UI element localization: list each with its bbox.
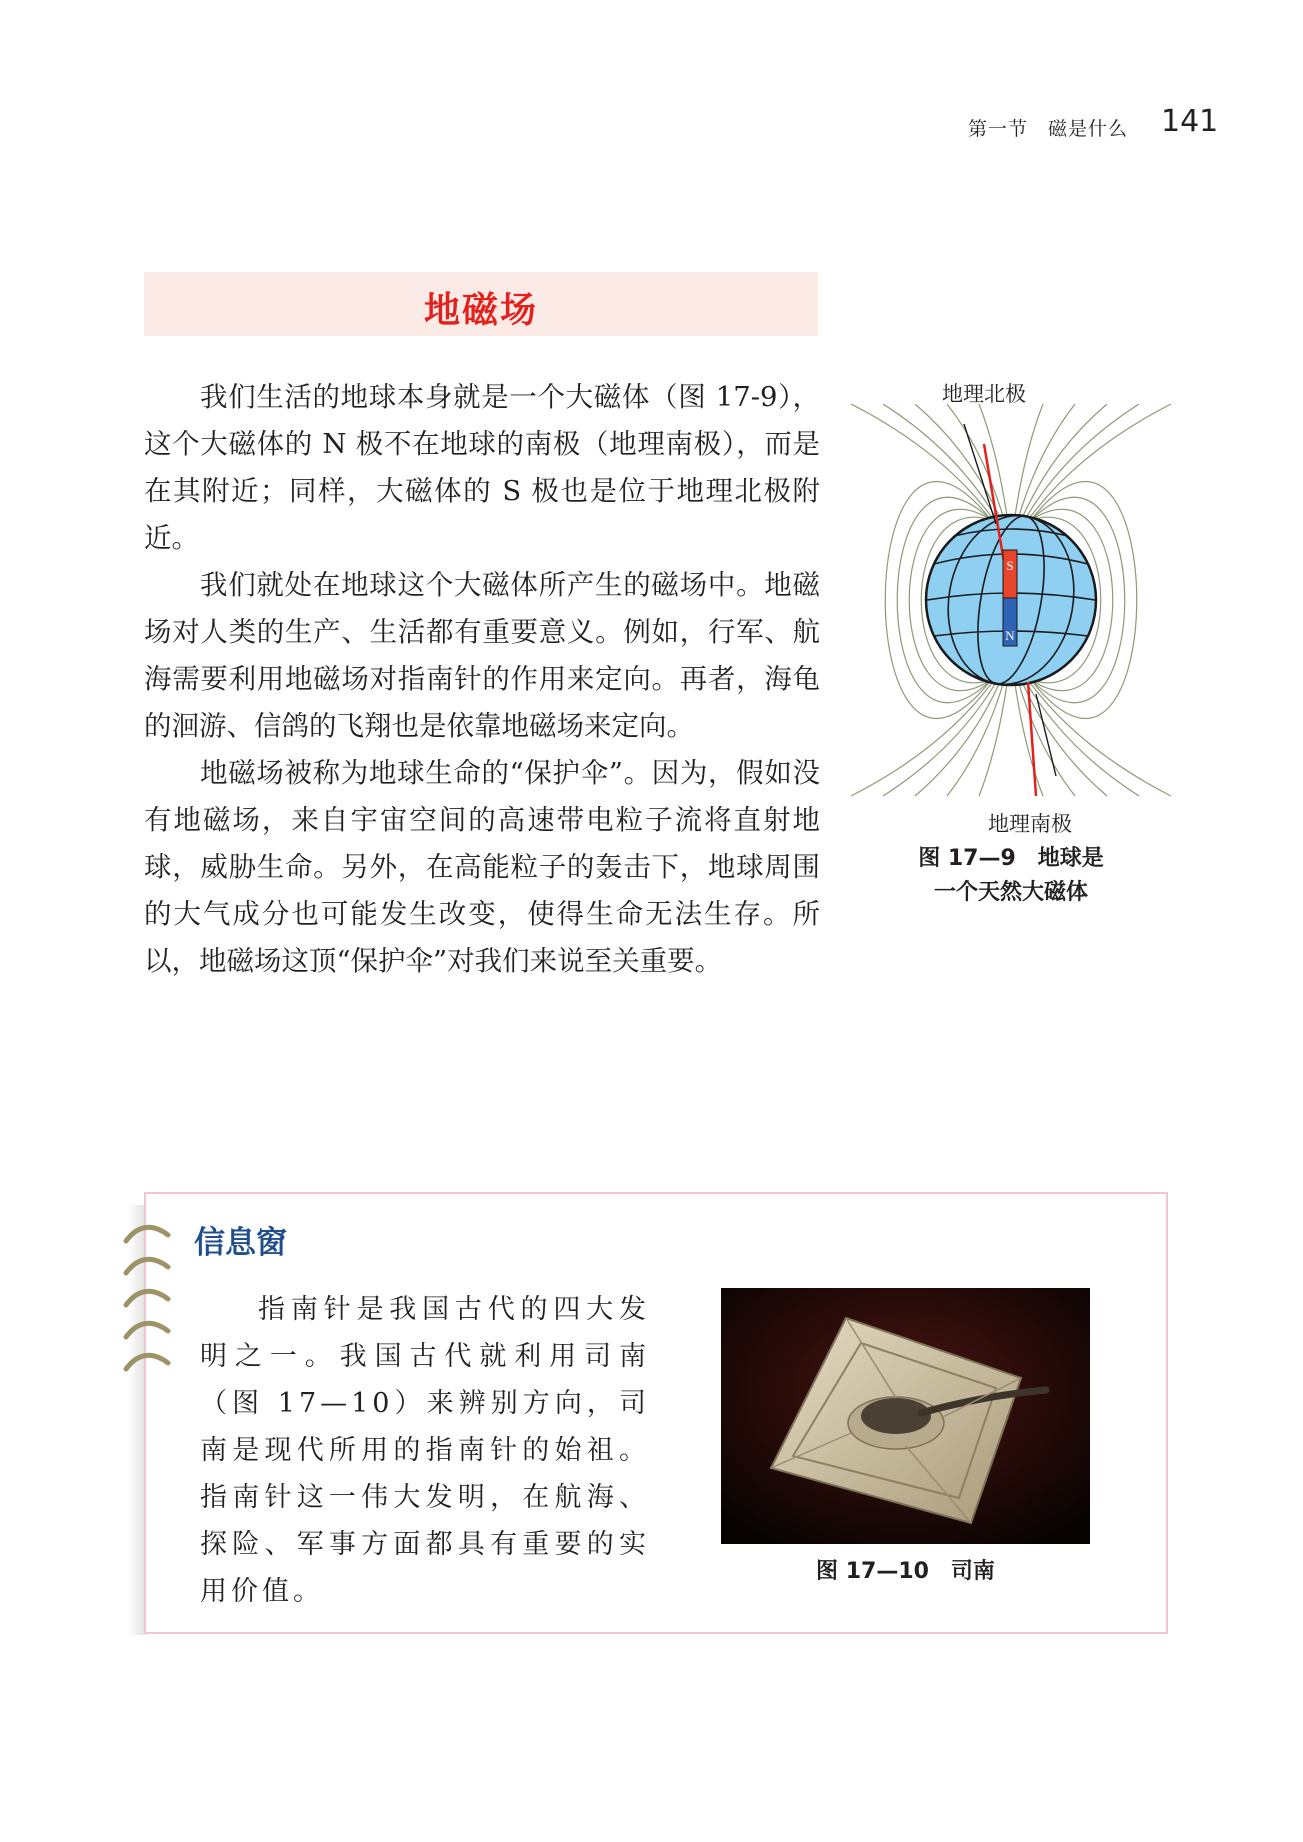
field-line xyxy=(1027,404,1139,516)
field-line xyxy=(883,684,995,796)
field-line xyxy=(1031,684,1171,796)
paragraph: 地磁场被称为地球生命的“保护伞”。因为，假如没有地磁场，来自宇宙空间的高速带电粒子流将直射地球，威胁生命。另外，在高能粒子的轰击下，地球周围的大气成分也可能发生改变，使得生命无法生存。所以，地磁场这顶“保护伞”对我们来说至关重要。 xyxy=(144,757,820,977)
figure-earth-magnetic-field xyxy=(846,370,1176,910)
magnet-n-label: N xyxy=(1005,628,1015,643)
page-number: 141 xyxy=(1161,104,1219,139)
field-line xyxy=(851,404,991,516)
header-section-title: 第一节 磁是什么 xyxy=(968,118,1129,140)
paragraph: 我们就处在地球这个大磁体所产生的磁场中。地磁场对人类的生产、生活都有重要意义。例如，行军、航海需要利用地磁场对指南针的作用来定向。再者，海龟的洄游、信鸽的飞翔也是依靠地磁场来定向。 xyxy=(144,569,820,742)
label-geographic-north: 地理北极 xyxy=(942,382,1026,406)
spiral-binding-icon xyxy=(118,1215,178,1385)
earth-magnet-diagram xyxy=(846,404,1176,804)
paragraph: 指南针是我国古代的四大发明之一。我国古代就利用司南（图 17—10）来辨别方向，司南是现代所用的指南针的始祖。指南针这一伟大发明，在航海、探险、军事方面都具有重要的实用价值。 xyxy=(200,1294,650,1607)
field-line xyxy=(947,684,1003,796)
field-line xyxy=(979,684,1007,796)
field-line xyxy=(883,404,995,516)
sinan-compass-photo xyxy=(721,1288,1090,1544)
figure-caption xyxy=(846,842,1176,910)
field-line xyxy=(851,684,991,796)
field-line xyxy=(1031,404,1171,516)
label-geographic-south: 地理南极 xyxy=(988,812,1072,836)
info-window-text xyxy=(200,1286,650,1615)
field-line xyxy=(1023,404,1107,516)
section-banner xyxy=(144,272,818,336)
magnet-s-label: S xyxy=(1006,558,1014,573)
rotation-axis-south xyxy=(1028,682,1036,796)
figure-caption-line: 一个天然大磁体 xyxy=(933,880,1088,905)
section-body xyxy=(144,374,820,985)
field-line xyxy=(1027,684,1139,796)
figure-caption-line: 图 17—9 地球是 xyxy=(918,846,1104,871)
running-header xyxy=(968,104,1219,144)
field-line xyxy=(915,684,999,796)
photo-caption: 图 17—10 司南 xyxy=(816,1559,995,1584)
paragraph: 我们生活的地球本身就是一个大磁体（图 17-9），这个大磁体的 N 极不在地球的南极（地理南极），而是在其附近；同样，大磁体的 S 极也是位于地理北极附近。 xyxy=(144,381,820,554)
field-line xyxy=(1019,404,1075,516)
info-window-title: 信息窗 xyxy=(194,1225,287,1261)
section-title: 地磁场 xyxy=(423,290,538,331)
field-line xyxy=(1015,404,1043,516)
